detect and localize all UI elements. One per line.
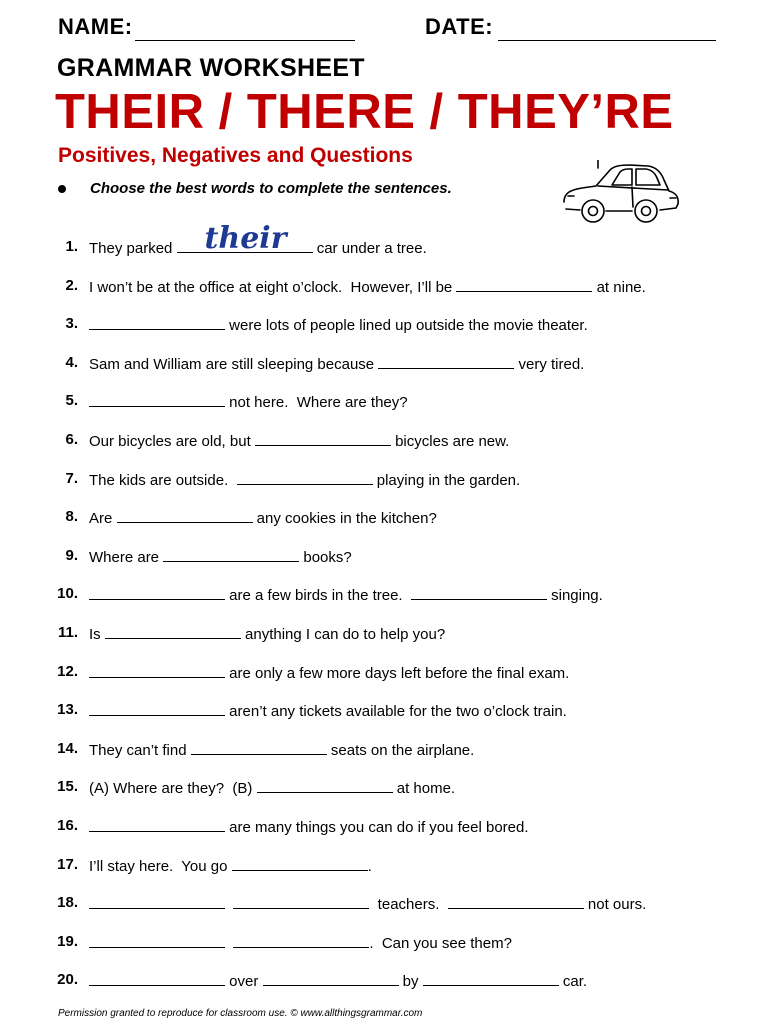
question-fragment: anything I can do to help you? (240, 626, 446, 643)
question-fragment: Is (89, 626, 105, 643)
question-text (89, 431, 509, 450)
question-number: 6. (65, 431, 78, 448)
question-text (89, 971, 587, 990)
question-text (89, 740, 474, 759)
question-number: 1. (65, 238, 78, 255)
question-row (0, 701, 768, 723)
question-text (89, 933, 512, 952)
question-fragment: playing in the garden. (372, 471, 521, 489)
question-fragment: are many things you can do if you feel bored. (225, 819, 529, 836)
question-text (89, 778, 455, 797)
answer-blank[interactable] (89, 701, 225, 716)
answer-blank[interactable] (117, 508, 253, 523)
answer-blank[interactable] (89, 817, 225, 832)
answer-blank[interactable] (89, 933, 225, 948)
answer-blank[interactable] (263, 971, 399, 986)
question-fragment: aren’t any tickets available for the two o’clock train. (225, 703, 567, 721)
question-fragment (225, 935, 233, 952)
question-fragment: are only a few more days left before the final exam. (225, 664, 570, 682)
question-fragment: singing. (546, 587, 603, 605)
question-text (89, 508, 437, 527)
question-row (0, 585, 768, 607)
answer-blank[interactable] (423, 971, 559, 986)
answer-blank[interactable] (191, 740, 327, 755)
question-row (0, 663, 768, 685)
car-icon (560, 160, 682, 226)
question-row (0, 508, 768, 530)
question-fragment: I won’t be at the office at eight o’clock. However, I’ll be (89, 278, 457, 296)
answer-blank[interactable] (233, 933, 369, 948)
answer-blank[interactable] (89, 894, 225, 909)
handwritten-answer: their (204, 221, 287, 256)
main-title: THEIR / THERE / THEY’RE (55, 85, 674, 139)
name-label: NAME: (58, 14, 133, 39)
question-fragment: Where are (89, 548, 164, 566)
question-fragment: at home. (392, 780, 456, 798)
answer-blank[interactable] (456, 277, 592, 292)
question-text (89, 221, 427, 257)
question-row (0, 933, 768, 955)
answer-blank[interactable] (89, 663, 225, 678)
footer-text: Permission granted to reproduce for classroom use. © www.allthingsgrammar.com (58, 1008, 423, 1019)
answer-blank[interactable] (257, 778, 393, 793)
question-number: 7. (65, 469, 78, 487)
question-number: 5. (65, 392, 78, 410)
question-fragment: (A) Where are they? (B) (89, 780, 257, 798)
question-text (89, 894, 646, 913)
question-number: 16. (57, 817, 78, 834)
question-text (89, 701, 567, 720)
question-number: 10. (57, 585, 78, 603)
question-number: 18. (57, 894, 78, 912)
question-number: 19. (57, 932, 78, 950)
question-row (0, 277, 768, 299)
name-line (135, 40, 355, 41)
question-fragment: seats on the airplane. (326, 741, 475, 759)
question-number: 13. (57, 701, 78, 719)
question-fragment: They can’t find (89, 741, 191, 759)
question-number: 8. (65, 508, 78, 526)
question-text (89, 392, 408, 411)
question-number: 20. (57, 971, 78, 989)
question-fragment: were lots of people lined up outside the movie theater. (225, 317, 588, 335)
question-text (89, 354, 584, 373)
worksheet-header (58, 14, 738, 44)
question-text (89, 856, 372, 875)
question-row (0, 856, 768, 878)
question-fragment: not ours. (583, 896, 647, 914)
question-fragment: . Can you see them? (369, 934, 512, 952)
worksheet-title: GRAMMAR WORKSHEET (57, 54, 365, 82)
question-fragment: teachers. (369, 896, 448, 914)
question-fragment: The kids are outside. (89, 471, 237, 489)
question-fragment: Our bicycles are old, but (89, 433, 255, 450)
question-row (0, 894, 768, 916)
question-row (0, 547, 768, 569)
question-text (89, 663, 569, 682)
question-fragment (225, 896, 233, 913)
instruction-text: Choose the best words to complete the sentences. (90, 180, 452, 197)
answer-blank[interactable] (448, 894, 584, 909)
question-number: 15. (57, 778, 78, 796)
question-row (0, 624, 768, 646)
question-fragment: not here. Where are they? (225, 394, 408, 412)
question-fragment: books? (299, 548, 352, 566)
answer-blank[interactable] (255, 431, 391, 446)
question-row (0, 315, 768, 337)
question-number: 2. (65, 276, 78, 294)
subtitle: Positives, Negatives and Questions (58, 144, 413, 167)
question-text (89, 817, 529, 836)
answer-blank[interactable] (411, 585, 547, 600)
answer-blank[interactable] (177, 221, 313, 256)
question-fragment: Sam and William are still sleeping because (89, 355, 379, 373)
question-fragment: I’ll stay here. You go (89, 857, 232, 875)
question-text (89, 315, 588, 334)
question-number: 11. (57, 624, 78, 641)
answer-blank[interactable] (237, 470, 373, 485)
question-row (0, 778, 768, 800)
question-fragment: any cookies in the kitchen? (252, 510, 437, 528)
question-row (0, 392, 768, 414)
question-fragment: very tired. (514, 355, 585, 373)
question-fragment: car. (558, 973, 588, 991)
question-fragment: by (398, 973, 423, 991)
question-fragment: over (225, 973, 263, 991)
question-number: 4. (65, 353, 78, 371)
question-fragment: are a few birds in the tree. (225, 587, 411, 605)
bullet-icon (58, 185, 66, 193)
answer-blank[interactable] (89, 392, 225, 407)
question-number: 3. (65, 315, 78, 333)
question-number: 12. (57, 662, 78, 680)
question-number: 9. (65, 546, 78, 564)
question-fragment: They parked (89, 240, 177, 257)
date-line (498, 40, 716, 41)
answer-blank[interactable] (89, 585, 225, 600)
answer-blank[interactable] (89, 971, 225, 986)
question-fragment: at nine. (592, 278, 646, 296)
question-row (0, 431, 768, 453)
answer-blank[interactable] (233, 894, 369, 909)
question-fragment: car under a tree. (312, 240, 427, 257)
answer-blank[interactable] (232, 856, 368, 871)
question-fragment: Are (89, 510, 117, 528)
question-text (89, 585, 603, 604)
question-number: 17. (57, 855, 78, 873)
question-row (0, 971, 768, 993)
question-text (89, 624, 445, 643)
question-text (89, 547, 352, 566)
question-fragment: bicycles are new. (390, 433, 510, 450)
answer-blank[interactable] (89, 315, 225, 330)
question-row (0, 740, 768, 762)
question-fragment: . (367, 857, 372, 875)
question-text (89, 470, 520, 489)
question-row (0, 817, 768, 839)
date-label: DATE: (425, 14, 494, 39)
question-row (0, 221, 768, 260)
question-text (89, 277, 646, 296)
question-row (0, 354, 768, 376)
question-number: 14. (57, 739, 78, 757)
answer-blank[interactable] (105, 624, 241, 639)
answer-blank[interactable] (378, 354, 514, 369)
answer-blank[interactable] (163, 547, 299, 562)
question-row (0, 470, 768, 492)
